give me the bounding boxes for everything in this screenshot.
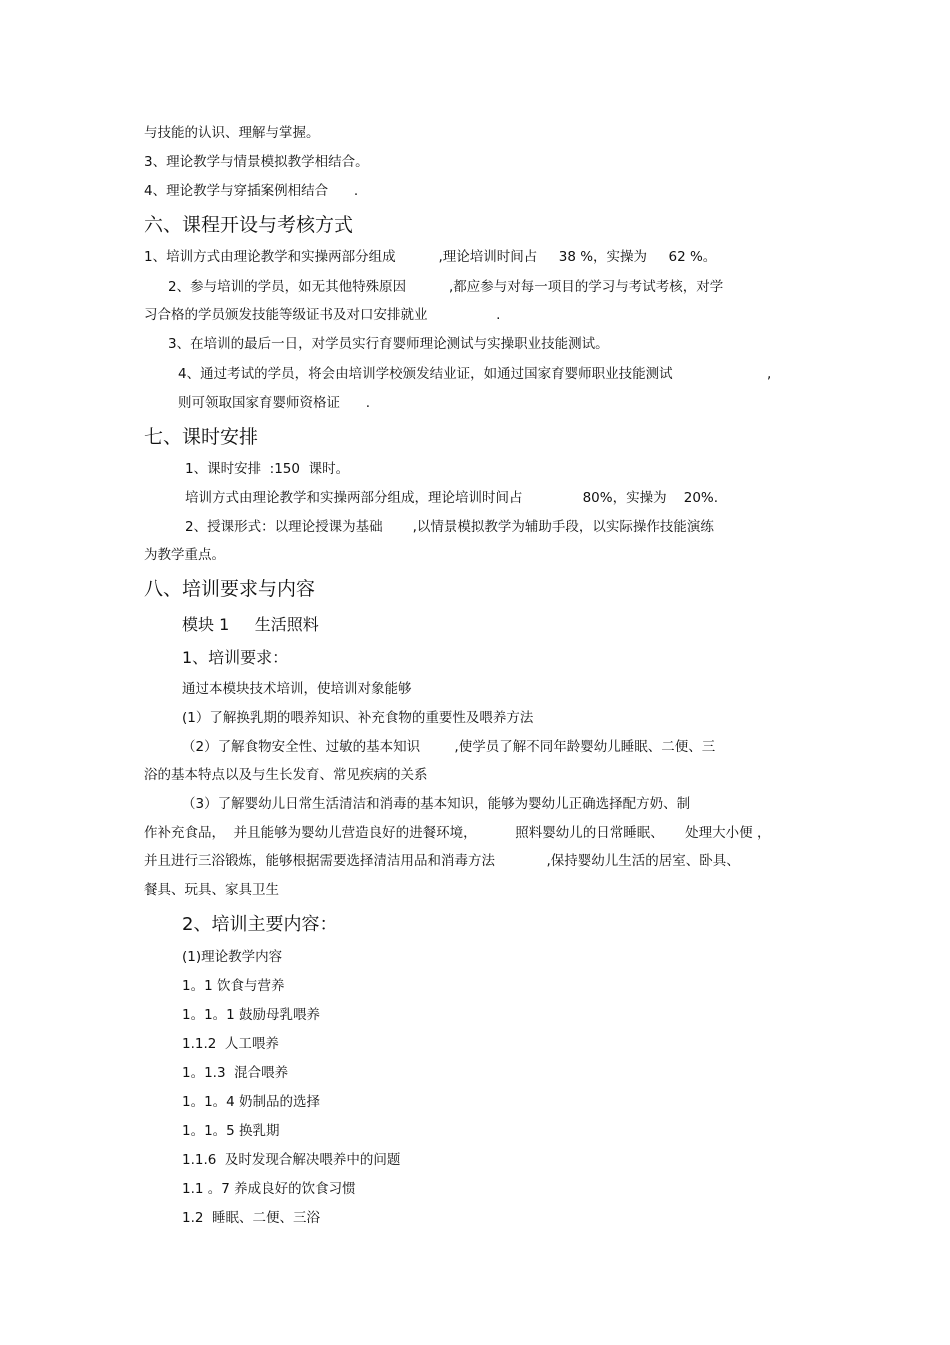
text-line: 并且进行三浴锻炼，能够根据需要选择清洁用品和消毒方法 ,保持婴幼儿生活的居室、卧具、	[144, 853, 740, 869]
text-line: 1。1。1 鼓励母乳喂养	[182, 1007, 321, 1023]
text-line: 则可领取国家育婴师资格证 .	[178, 395, 371, 411]
text-line: 餐具、玩具、家具卫生	[144, 882, 279, 898]
text-line: 3、理论教学与情景模拟教学相结合。	[144, 154, 369, 170]
text-line: 1.2 睡眠、二便、三浴	[182, 1210, 321, 1226]
text-line: 作补充食品， 并且能够为婴幼儿营造良好的进餐环境， 照料婴幼儿的日常睡眠、 处理大小便 ，	[144, 825, 771, 841]
text-line: 1.1.2 人工喂养	[182, 1036, 279, 1052]
text-line: 1.1.6 及时发现合解决喂养中的问题	[182, 1152, 401, 1168]
text-line: 浴的基本特点以及与生长发育、常见疾病的关系	[144, 767, 428, 783]
text-line: 1。1。5 换乳期	[182, 1123, 280, 1139]
module-title: 模块 1 生活照料	[182, 615, 319, 634]
text-line: 2、授课形式：以理论授课为基础 ,以情景模拟教学为辅助手段，以实际操作技能演练	[185, 519, 714, 535]
text-line: 1、课时安排 :150 课时。	[185, 461, 350, 477]
text-line: 习合格的学员颁发技能等级证书及对口安排就业 .	[144, 307, 501, 323]
text-line: 1。1。4 奶制品的选择	[182, 1094, 321, 1110]
text-line: 2、参与培训的学员，如无其他特殊原因 ,都应参与对每一项目的学习与考试考核，对学	[168, 279, 724, 295]
text-line: 通过本模块技术培训，使培训对象能够	[182, 681, 412, 697]
text-line: 4、通过考试的学员，将会由培训学校颁发结业证，如通过国家育婴师职业技能测试 ,	[178, 366, 772, 382]
text-line: 3、在培训的最后一日，对学员实行育婴师理论测试与实操职业技能测试。	[168, 336, 609, 352]
subsection-heading: 2、培训主要内容：	[182, 914, 338, 935]
section-heading: 八、培训要求与内容	[144, 578, 316, 600]
text-line: 1。1.3 混合喂养	[182, 1065, 289, 1081]
text-line: 4、理论教学与穿插案例相结合 .	[144, 183, 359, 199]
text-line: 与技能的认识、理解与掌握。	[144, 125, 320, 141]
section-heading: 七、课时安排	[144, 426, 259, 448]
subsection-heading: 1、培训要求：	[182, 648, 289, 667]
text-line: 1.1 。7 养成良好的饮食习惯	[182, 1181, 356, 1197]
text-line: 1。1 饮食与营养	[182, 978, 285, 994]
text-line: 培训方式由理论教学和实操两部分组成，理论培训时间占 80%，实操为 20%.	[185, 490, 719, 506]
text-line: （2）了解食物安全性、过敏的基本知识 ,使学员了解不同年龄婴幼儿睡眠、二便、三	[182, 739, 716, 755]
text-line: (1）了解换乳期的喂养知识、补充食物的重要性及喂养方法	[182, 710, 534, 726]
text-line: （3）了解婴幼儿日常生活清洁和消毒的基本知识，能够为婴幼儿正确选择配方奶、制	[182, 796, 691, 812]
text-line: (1)理论教学内容	[182, 949, 283, 965]
text-line: 1、培训方式由理论教学和实操两部分组成 ,理论培训时间占 38 %，实操为 62 %。	[144, 249, 717, 265]
section-heading: 六、课程开设与考核方式	[144, 214, 354, 236]
text-line: 为教学重点。	[144, 547, 225, 563]
